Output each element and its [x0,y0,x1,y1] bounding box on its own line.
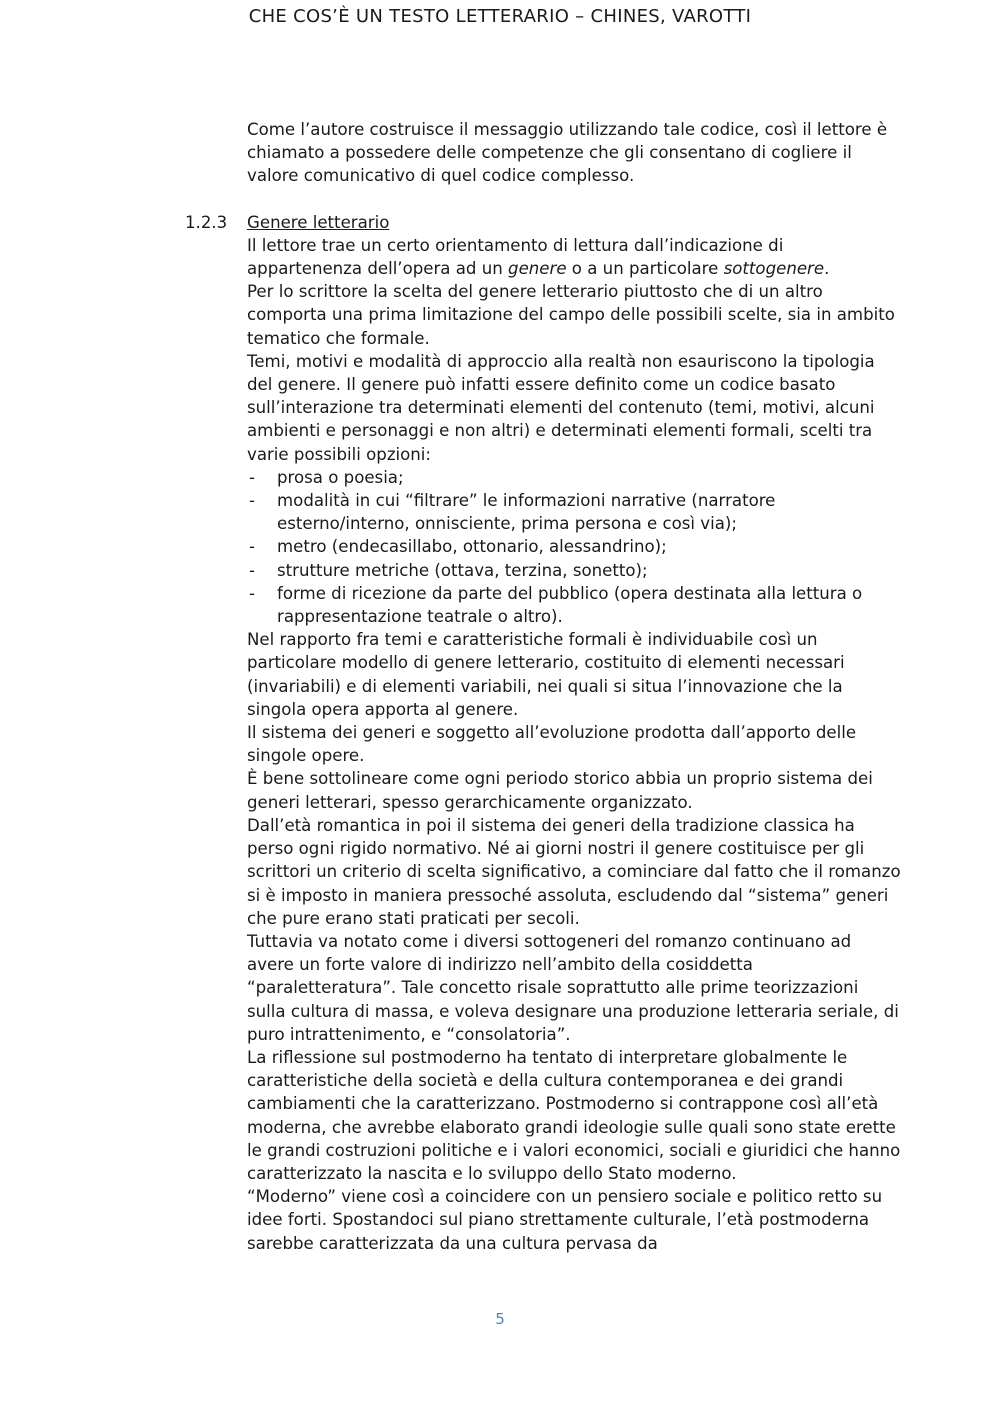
paragraph-4: Nel rapporto fra temi e caratteristiche formali è individuabile così un particolare modello di genere letterario, costituito di elementi necessari (invariabili) e di elementi variabili, nei quali si situa l’innovazione che la singola opera apporta al genere. [247,630,845,719]
paragraph-7: Dall’età romantica in poi il sistema dei generi della tradizione classica ha perso ogni rigido normativo. Né ai giorni nostri il genere costituisce per gli scrittori un criterio di scelta significativo, a cominciare dal fatto che il romanzo si è imposto in maniera pressoché assoluta, escludendo dal “sistema” generi che pure erano stati praticati per secoli. [247,815,901,928]
section-title: Genere letterario [247,212,390,232]
emphasis-genere: genere [508,259,567,279]
paragraph-2: Per lo scrittore la scelta del genere letterario piuttosto che di un altro comporta una prima limitazione del campo delle possibili scelte, sia in ambito tematico che formale. [247,282,895,348]
emphasis-sottogenere: sottogenere [723,259,825,279]
list-item: - metro (endecasillabo, ottonario, alessandrino); [249,537,667,557]
paragraph-3: Temi, motivi e modalità di approccio alla realtà non esauriscono la tipologia del genere. Il genere può infatti essere definito come un codice basato sull’interazione tra determinati elementi del contenuto (temi, motivi, alcuni ambienti e personaggi e non altri) e determinati elementi formali, scelti tra varie possibili opzioni: [247,351,875,464]
paragraph-1: Il lettore trae un certo orientamento di lettura dall’indicazione di appartenenza dell’opera ad un genere o a un particolare sottogenere. [247,235,830,279]
section-number: 1.2.3 [185,212,228,232]
page-number: 5 [495,1310,505,1328]
paragraph-9: La riflessione sul postmoderno ha tentato di interpretare globalmente le caratteristiche della società e della cultura contemporanea e dei grandi cambiamenti che la caratterizzano. Postmoderno si contrappone così all’età moderna, che avrebbe elaborato grandi ideologie sulle quali sono state erette le grandi costruzioni politiche e i valori economici, sociali e giuridici che hanno caratterizzato la nascita e lo sviluppo dello Stato moderno. [247,1047,901,1183]
paragraph-8: Tuttavia va notato come i diversi sottogeneri del romanzo continuano ad avere un forte valore di indirizzo nell’ambito della cosiddetta “paraletteratura”. Tale concetto risale soprattutto alle prime teorizzazioni sulla cultura di massa, e voleva designare una produzione letteraria seriale, di puro intrattenimento, e “consolatoria”. [247,931,899,1044]
paragraph-5: Il sistema dei generi e soggetto all’evoluzione prodotta dall’apporto delle singole opere. [247,723,857,766]
list-item: - prosa o poesia; [249,467,404,487]
intro-paragraph: Come l’autore costruisce il messaggio utilizzando tale codice, così il lettore è chiamato a possedere delle competenze che gli consentano di cogliere il valore comunicativo di quel codice complesso. [247,120,888,186]
page-body [185,118,901,1255]
running-header: CHE COS’È UN TESTO LETTERARIO – CHINES, VAROTTI [248,6,752,27]
list-item: - modalità in cui “filtrare” le informazioni narrative (narratore esterno/interno, onnisciente, prima persona e così via); [249,491,776,534]
paragraph-6: È bene sottolineare come ogni periodo storico abbia un proprio sistema dei generi letterari, spesso gerarchicamente organizzato. [247,769,873,812]
list-item: - forme di ricezione da parte del pubblico (opera destinata alla lettura o rappresentazione teatrale o altro). [249,583,863,627]
list-item: - strutture metriche (ottava, terzina, sonetto); [249,560,648,580]
formal-elements-list [247,466,901,628]
section-genere-letterario [185,211,901,1255]
paragraph-10: “Moderno” viene così a coincidere con un pensiero sociale e politico retto su idee forti. Spostandoci sul piano strettamente culturale, l’età postmoderna sarebbe caratterizzata da una cultura pervasa da [247,1187,883,1253]
